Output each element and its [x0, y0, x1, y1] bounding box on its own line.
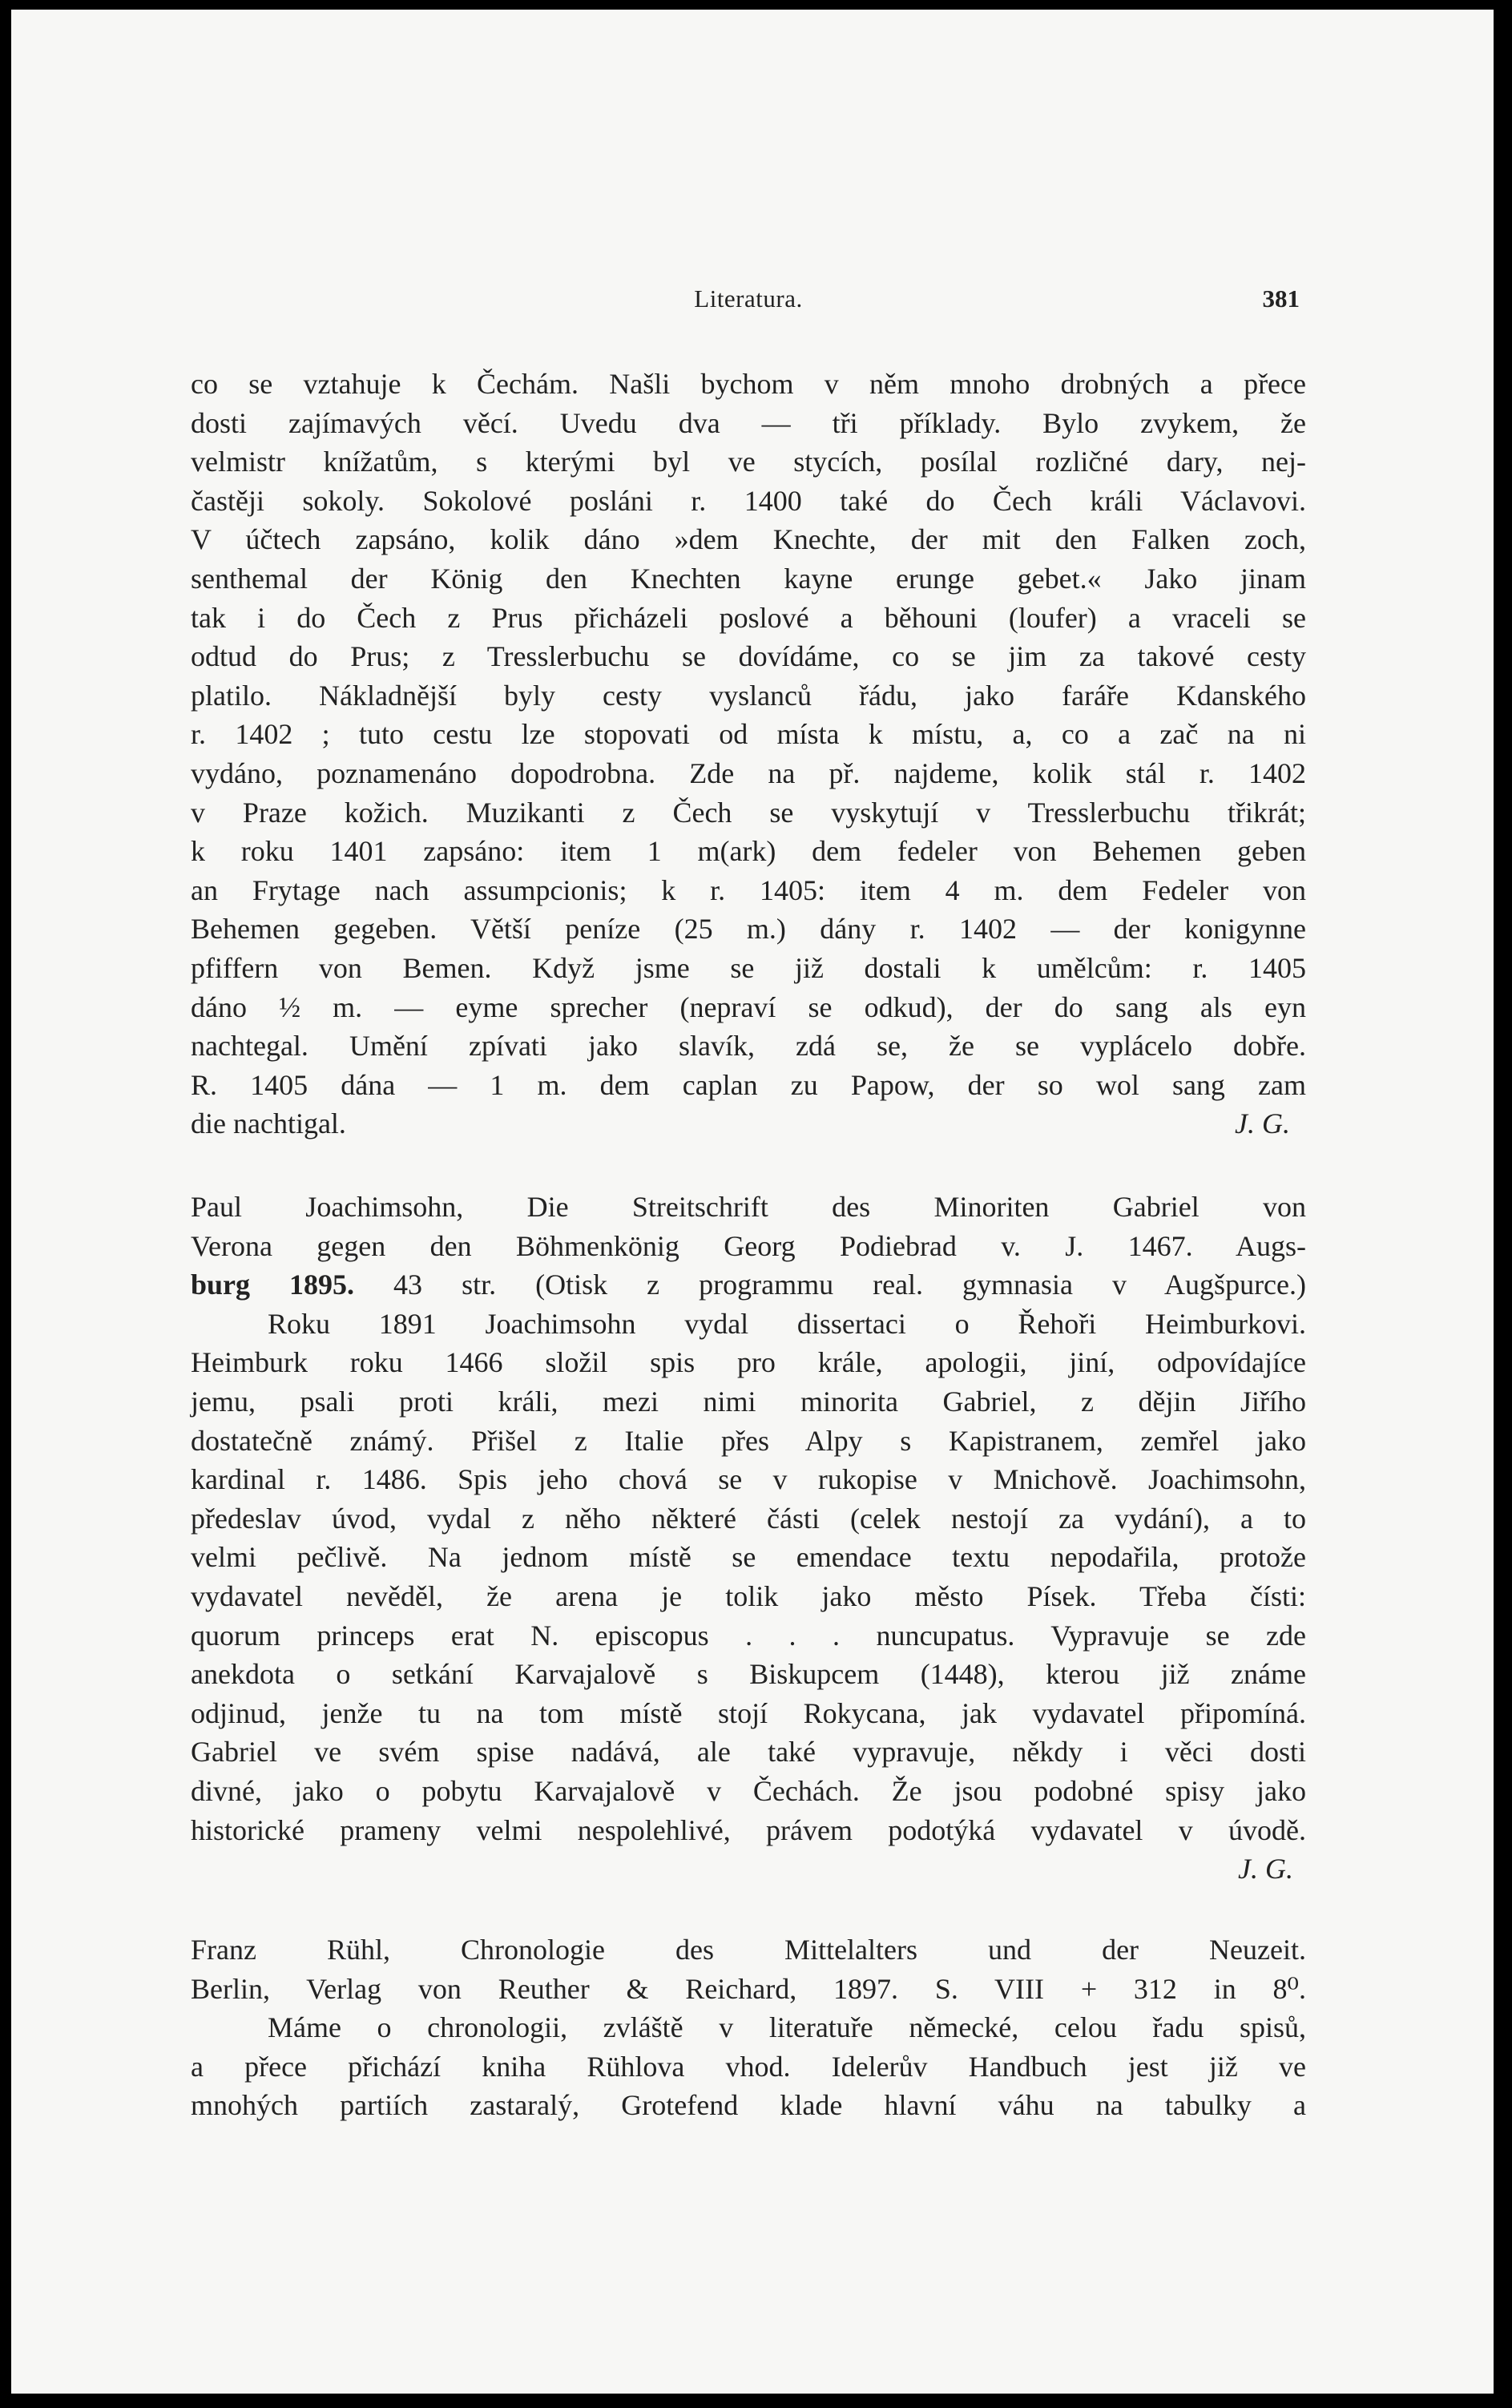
text-line: Roku 1891 Joachimsohn vydal dissertaci o Řehoři Heimburkovi.	[268, 1307, 1306, 1340]
section-2-review	[191, 1188, 1306, 1889]
text-line: die nachtigal.	[191, 1107, 346, 1140]
review-heading-line: Paul Joachimsohn, Die Streitschrift des Minoriten Gabriel von	[191, 1191, 1306, 1223]
text-line: Máme o chronologii, zvláště v literatuře německé, celou řadu spisů,	[268, 2011, 1306, 2044]
text-line: vydavatel nevěděl, že arena je tolik jako město Písek. Třeba čísti:	[191, 1579, 1306, 1612]
text-line: a přece přichází kniha Rühlova vhod. Idelerův Handbuch jest již ve	[191, 2050, 1306, 2083]
text-line: an Frytage nach assumpcionis; k r. 1405: item 4 m. dem Fedeler von	[191, 873, 1306, 906]
text-line: kardinal r. 1486. Spis jeho chová se v rukopise v Mnichově. Joachimsohn,	[191, 1463, 1306, 1496]
section-1-signature: J. G.	[1235, 1107, 1290, 1140]
text-line: platilo. Nákladnější byly cesty vyslanců řádu, jako faráře Kdanského	[191, 679, 1306, 712]
text-line: co se vztahuje k Čechám. Našli bychom v něm mnoho drobných a přece	[191, 368, 1306, 400]
text-line: senthemal der König den Knechten kayne erunge gebet.« Jako jinam	[191, 562, 1306, 595]
text-line: odtud do Prus; z Tresslerbuchu se dovídáme, co se jim za takové cesty	[191, 640, 1306, 673]
review-heading-tail	[191, 1265, 1306, 1305]
running-title: Literatura.	[694, 284, 803, 313]
running-header	[191, 284, 1306, 317]
text-line: tak i do Čech z Prus přicházeli poslové a běhouni (loufer) a vraceli se	[191, 601, 1306, 634]
text-line: R. 1405 dána — 1 m. dem caplan zu Papow, der so wol sang zam	[191, 1068, 1306, 1101]
text-line: k roku 1401 zapsáno: item 1 m(ark) dem fedeler von Behemen geben	[191, 835, 1306, 868]
review-imprint-line: Berlin, Verlag von Reuther & Reichard, 1897. S. VIII + 312 in 8⁰.	[191, 1972, 1306, 2005]
text-line: odjinud, jenže tu na tom místě stojí Rokycana, jak vydavatel připomíná.	[191, 1696, 1306, 1729]
heading-tail-bold: burg 1895.	[191, 1269, 355, 1301]
text-line: historické prameny velmi nespolehlivé, právem podotýká vydavatel v úvodě.	[191, 1813, 1306, 1846]
text-line: dáno ½ m. — eyme sprecher (nepraví se odkud), der do sang als eyn	[191, 990, 1306, 1023]
text-line: divné, jako o pobytu Karvajalově v Čechách. Že jsou podobné spisy jako	[191, 1774, 1306, 1807]
text-line: velmistr knížatům, s kterými byl ve stycích, posílal rozličné dary, nej-	[191, 446, 1306, 478]
text-line: Heimburk roku 1466 složil spis pro krále, apologii, jiní, odpovídajíce	[191, 1346, 1306, 1379]
text-line: quorum princeps erat N. episcopus . . . nuncupatus. Vypravuje se zde	[191, 1619, 1306, 1652]
text-line: V účtech zapsáno, kolik dáno »dem Knechte, der mit den Falken zoch,	[191, 523, 1306, 556]
review-heading-line: Franz Rühl, Chronologie des Mittelalters und der Neuzeit.	[191, 1934, 1306, 1966]
heading-tail-rest: 43 str. (Otisk z programmu real. gymnasia v Augšpurce.)	[354, 1269, 1306, 1301]
text-line: mnohých partiích zastaralý, Grotefend klade hlavní váhu na tabulky a	[191, 2089, 1306, 2122]
text-line: častěji sokoly. Sokolové posláni r. 1400 také do Čech králi Václavovi.	[191, 484, 1306, 517]
text-line: dosti zajímavých věcí. Uvedu dva — tři příklady. Bylo zvykem, že	[191, 406, 1306, 439]
text-line: vydáno, poznamenáno dopodrobna. Zde na př. najdeme, kolik stál r. 1402	[191, 756, 1306, 789]
text-line: Gabriel ve svém spise nadává, ale také vypravuje, někdy i věci dosti	[191, 1736, 1306, 1769]
text-line: anekdota o setkání Karvajalově s Biskupcem (1448), kterou již známe	[191, 1658, 1306, 1691]
text-line: velmi pečlivě. Na jednom místě se emendace textu nepodařila, protože	[191, 1541, 1306, 1574]
review-heading-line: Verona gegen den Böhmenkönig Georg Podiebrad v. J. 1467. Augs-	[191, 1229, 1306, 1262]
text-line: dostatečně známý. Přišel z Italie přes Alpy s Kapistranem, zemřel jako	[191, 1424, 1306, 1457]
page-number: 381	[1262, 284, 1300, 313]
section-2-signature: J. G.	[1238, 1853, 1293, 1886]
text-line: předeslav úvod, vydal z něho některé části (celek nestojí za vydání), a to	[191, 1502, 1306, 1535]
text-line: jemu, psali proti králi, mezi nimi minorita Gabriel, z dějin Jiřího	[191, 1385, 1306, 1418]
text-line: nachtegal. Umění zpívati jako slavík, zdá se, že se vyplácelo dobře.	[191, 1030, 1306, 1063]
text-line: Behemen gegeben. Větší peníze (25 m.) dány r. 1402 — der konigynne	[191, 913, 1306, 946]
text-line: v Praze kožich. Muzikanti z Čech se vyskytují v Tresslerbuchu třikrát;	[191, 796, 1306, 829]
scanned-page	[11, 10, 1494, 2394]
section-3-review	[191, 1930, 1306, 2125]
text-line: pfiffern von Bemen. Když jsme se již dostali k umělcům: r. 1405	[191, 951, 1306, 984]
section-1-text	[191, 365, 1306, 1143]
text-line: r. 1402 ; tuto cestu lze stopovati od místa k místu, a, co a zač na ni	[191, 718, 1306, 751]
